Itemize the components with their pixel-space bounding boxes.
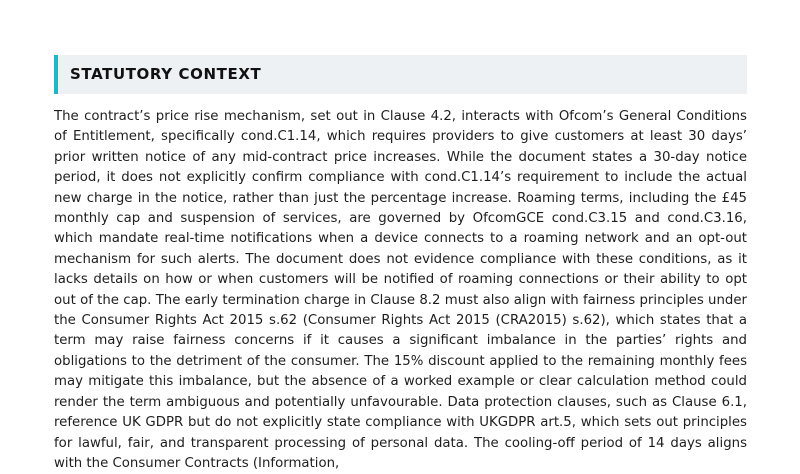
section-title: STATUTORY CONTEXT (70, 65, 262, 83)
body-paragraph: The contract’s price rise mechanism, set out in Clause 4.2, interacts with Ofcom’s General Conditions of Entitlement, specifically cond.C1.14, which requires providers to give customers at least 30 days’ prior written notice of any mid-contract price increases. While the document states a 30-day notice period, it does not explicitly confirm compliance with cond.C1.14’s requirement to include the actual new charge in the notice, rather than just the percentage increase. Roaming terms, including the £45 monthly cap and suspension of services, are governed by OfcomGCE cond.C3.15 and cond.C3.16, which mandate real-time notifications when a device connects to a roaming network and an opt-out mechanism for such alerts. The document does not evidence compliance with these conditions, as it lacks details on how or when customers will be notified of roaming connections or their ability to opt out of the cap. The early termination charge in Clause 8.2 must also align with fairness principles under the Consumer Rights Act 2015 s.62 (Consumer Rights Act 2015 (CRA2015) s.62), which states that a term may raise fairness concerns if it causes a significant imbalance in the parties’ rights and obligations to the detriment of the consumer. The 15% discount applied to the remaining monthly fees may mitigate this imbalance, but the absence of a worked example or clear calculation method could render the term ambiguous and potentially unfavourable. Data protection clauses, such as Clause 6.1, reference UK GDPR but do not explicitly state compliance with UKGDPR art.5, which sets out principles for lawful, fair, and transparent processing of personal data. The cooling-off period of 14 days aligns with the Consumer Contracts (Information, (54, 109, 747, 471)
section-header (54, 55, 747, 94)
